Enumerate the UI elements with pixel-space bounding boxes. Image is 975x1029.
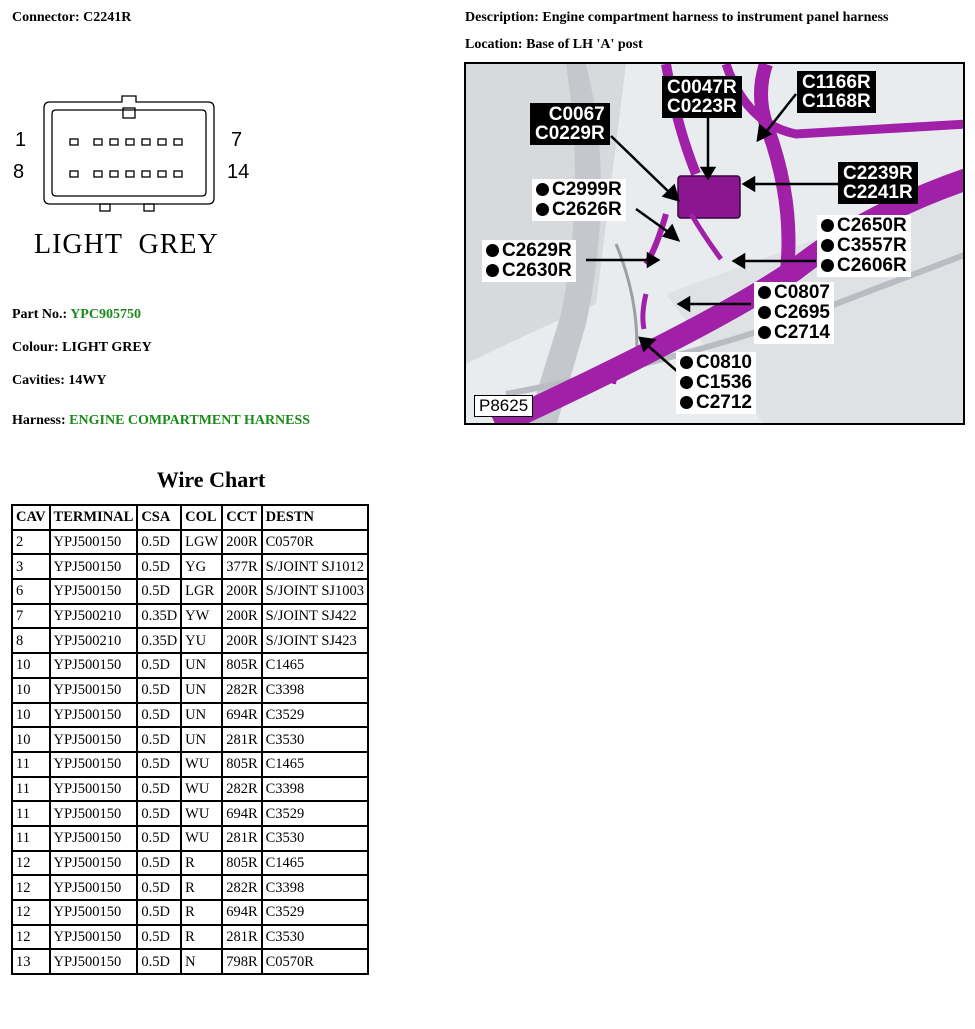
cell-cct: 805R	[223, 852, 262, 877]
table-row	[13, 531, 369, 556]
cell-cct: 282R	[223, 876, 262, 901]
tag-c0807: C0807	[774, 282, 830, 303]
tag-c2629r-c2630r	[482, 240, 576, 282]
cell-cct: 200R	[223, 629, 262, 654]
cell-cav: 12	[13, 901, 51, 926]
cell-destn: C3398	[263, 778, 369, 803]
cell-cav: 12	[13, 926, 51, 951]
header-cct: CCT	[223, 506, 262, 531]
tag-c2712: C2712	[696, 392, 752, 413]
bullet-icon	[758, 286, 771, 299]
tag-c1536: C1536	[696, 372, 752, 393]
wire-chart-title: Wire Chart	[156, 467, 266, 492]
tag-c0810-c1536-c2712	[676, 352, 756, 414]
cell-cct: 282R	[223, 679, 262, 704]
bullet-icon	[758, 306, 771, 319]
pin-label-14: 14	[227, 161, 250, 183]
cell-cav: 12	[13, 852, 51, 877]
cell-col: WU	[182, 778, 223, 803]
cell-cav: 8	[13, 629, 51, 654]
tag-c0810: C0810	[696, 352, 752, 373]
cell-terminal: YPJ500150	[51, 901, 139, 926]
cell-destn: S/JOINT SJ1003	[263, 580, 369, 605]
cell-terminal: YPJ500150	[51, 802, 139, 827]
pin-label-8: 8	[13, 161, 25, 183]
cell-cct: 281R	[223, 728, 262, 753]
cell-cct: 805R	[223, 753, 262, 778]
cell-csa: 0.5D	[138, 580, 182, 605]
table-row	[13, 753, 369, 778]
table-row	[13, 704, 369, 729]
table-row	[13, 852, 369, 877]
tag-c1166r: C1166R	[802, 72, 871, 93]
cell-cct: 798R	[223, 950, 262, 975]
cell-col: LGR	[182, 580, 223, 605]
colour-line	[12, 340, 152, 356]
bullet-icon	[536, 203, 549, 216]
cell-col: UN	[182, 704, 223, 729]
cell-col: WU	[182, 827, 223, 852]
harness-link[interactable]: ENGINE COMPARTMENT HARNESS	[69, 413, 311, 428]
cell-cav: 10	[13, 704, 51, 729]
connector-line	[12, 10, 131, 26]
table-row	[13, 901, 369, 926]
table-row	[13, 926, 369, 951]
harness-location-photo	[464, 62, 965, 425]
bullet-icon	[486, 244, 499, 257]
tag-c3557r: C3557R	[837, 235, 907, 256]
wire-chart-table	[11, 504, 369, 975]
tag-c0067-c0229r	[530, 103, 610, 145]
cell-destn: C1465	[263, 753, 369, 778]
cell-destn: S/JOINT SJ1012	[263, 555, 369, 580]
cell-csa: 0.5D	[138, 704, 182, 729]
tag-c1168r: C1168R	[802, 91, 871, 112]
colour-value: LIGHT GREY	[62, 340, 152, 355]
connector-face-diagram	[40, 94, 220, 214]
bullet-icon	[680, 376, 693, 389]
cell-csa: 0.5D	[138, 950, 182, 975]
tag-c0047r-c0223r	[662, 76, 742, 118]
cell-cav: 11	[13, 802, 51, 827]
cell-destn: C3529	[263, 802, 369, 827]
cell-destn: C3529	[263, 704, 369, 729]
cell-terminal: YPJ500150	[51, 728, 139, 753]
cell-destn: C3398	[263, 876, 369, 901]
part-no-line	[12, 307, 141, 323]
table-row	[13, 876, 369, 901]
cell-terminal: YPJ500150	[51, 704, 139, 729]
part-no-label: Part No.:	[12, 307, 68, 322]
description-label: Description:	[465, 10, 539, 25]
cell-destn: C0570R	[263, 531, 369, 556]
cell-col: YU	[182, 629, 223, 654]
description-value: Engine compartment harness to instrument panel harness	[542, 10, 889, 25]
cell-col: UN	[182, 728, 223, 753]
cell-cct: 282R	[223, 778, 262, 803]
cell-cav: 12	[13, 876, 51, 901]
bullet-icon	[758, 326, 771, 339]
table-row	[13, 679, 369, 704]
cell-destn: C3530	[263, 926, 369, 951]
table-row	[13, 950, 369, 975]
cell-cav: 13	[13, 950, 51, 975]
cell-terminal: YPJ500210	[51, 605, 139, 630]
tag-c0067: C0067	[548, 104, 605, 125]
cell-destn: C0570R	[263, 950, 369, 975]
table-row	[13, 728, 369, 753]
tag-c2630r: C2630R	[502, 260, 572, 281]
connector-value: C2241R	[83, 10, 132, 25]
wire-chart-header-row	[13, 506, 369, 531]
cell-csa: 0.5D	[138, 679, 182, 704]
cell-col: R	[182, 901, 223, 926]
table-row	[13, 629, 369, 654]
cell-cav: 6	[13, 580, 51, 605]
cell-csa: 0.5D	[138, 802, 182, 827]
tag-c2606r: C2606R	[837, 255, 907, 276]
cell-csa: 0.5D	[138, 753, 182, 778]
cell-col: YG	[182, 555, 223, 580]
cell-cav: 7	[13, 605, 51, 630]
part-no-link[interactable]: YPC905750	[70, 307, 141, 322]
table-row	[13, 778, 369, 803]
bullet-icon	[486, 264, 499, 277]
cell-cct: 200R	[223, 531, 262, 556]
cell-cct: 694R	[223, 704, 262, 729]
cell-terminal: YPJ500150	[51, 852, 139, 877]
location-label: Location:	[465, 37, 523, 52]
cell-csa: 0.5D	[138, 852, 182, 877]
table-row	[13, 654, 369, 679]
cell-cav: 10	[13, 679, 51, 704]
cell-csa: 0.35D	[138, 605, 182, 630]
cell-cct: 694R	[223, 901, 262, 926]
tag-c2695: C2695	[774, 302, 830, 323]
location-value: Base of LH 'A' post	[526, 37, 643, 52]
cell-col: WU	[182, 753, 223, 778]
cell-cct: 281R	[223, 827, 262, 852]
cell-csa: 0.5D	[138, 555, 182, 580]
cell-cct: 281R	[223, 926, 262, 951]
cell-col: UN	[182, 654, 223, 679]
cell-destn: S/JOINT SJ423	[263, 629, 369, 654]
cell-col: N	[182, 950, 223, 975]
cell-terminal: YPJ500210	[51, 629, 139, 654]
tag-c2999r: C2999R	[552, 179, 622, 200]
cavities-label: Cavities:	[12, 373, 65, 388]
tag-c2629r: C2629R	[502, 240, 572, 261]
table-row	[13, 555, 369, 580]
header-cav: CAV	[13, 506, 51, 531]
header-destn: DESTN	[263, 506, 369, 531]
cell-terminal: YPJ500150	[51, 555, 139, 580]
tag-c0807-c2695-c2714	[754, 282, 834, 344]
cell-cav: 11	[13, 778, 51, 803]
colour-label: Colour:	[12, 340, 59, 355]
cell-col: YW	[182, 605, 223, 630]
bullet-icon	[821, 239, 834, 252]
tag-c1166r-c1168r	[797, 71, 876, 113]
cell-cct: 200R	[223, 580, 262, 605]
cell-destn: C3530	[263, 827, 369, 852]
table-row	[13, 802, 369, 827]
cell-col: R	[182, 852, 223, 877]
bullet-icon	[680, 356, 693, 369]
tag-c0223r: C0223R	[667, 96, 737, 117]
cell-cav: 10	[13, 654, 51, 679]
cell-csa: 0.5D	[138, 778, 182, 803]
bullet-icon	[680, 396, 693, 409]
cell-cct: 805R	[223, 654, 262, 679]
table-row	[13, 605, 369, 630]
photo-reference: P8625	[474, 395, 533, 417]
cell-csa: 0.5D	[138, 827, 182, 852]
tag-c2626r: C2626R	[552, 199, 622, 220]
tag-c2239r: C2239R	[843, 163, 913, 184]
cell-cct: 200R	[223, 605, 262, 630]
cell-csa: 0.5D	[138, 654, 182, 679]
location-line	[465, 37, 643, 53]
tag-c2999r-c2626r	[532, 179, 626, 221]
connector-colour-caption: LIGHT GREY	[34, 229, 219, 260]
harness-label: Harness:	[12, 413, 66, 428]
tag-c2714: C2714	[774, 322, 830, 343]
cell-cav: 3	[13, 555, 51, 580]
harness-line	[12, 413, 310, 429]
cell-destn: C3529	[263, 901, 369, 926]
cell-terminal: YPJ500150	[51, 753, 139, 778]
cell-cav: 10	[13, 728, 51, 753]
cell-terminal: YPJ500150	[51, 679, 139, 704]
tag-c0047r: C0047R	[667, 77, 737, 98]
bullet-icon	[821, 259, 834, 272]
cell-cct: 377R	[223, 555, 262, 580]
cell-csa: 0.5D	[138, 876, 182, 901]
cell-destn: C1465	[263, 654, 369, 679]
cell-destn: C3398	[263, 679, 369, 704]
cell-col: WU	[182, 802, 223, 827]
cell-csa: 0.5D	[138, 531, 182, 556]
cell-col: UN	[182, 679, 223, 704]
cell-cav: 11	[13, 827, 51, 852]
tag-c2239r-c2241r	[838, 162, 918, 204]
cell-col: LGW	[182, 531, 223, 556]
cell-terminal: YPJ500150	[51, 926, 139, 951]
cell-destn: S/JOINT SJ422	[263, 605, 369, 630]
bullet-icon	[536, 183, 549, 196]
cell-cav: 2	[13, 531, 51, 556]
cell-col: R	[182, 926, 223, 951]
connector-label: Connector:	[12, 10, 80, 25]
cell-terminal: YPJ500150	[51, 531, 139, 556]
tag-c2650r: C2650R	[837, 215, 907, 236]
pin-label-7: 7	[231, 129, 243, 151]
cavities-line	[12, 373, 107, 389]
wire-chart-body	[13, 531, 369, 975]
cavities-value: 14WY	[68, 373, 107, 388]
pin-label-1: 1	[15, 129, 27, 151]
header-col: COL	[182, 506, 223, 531]
cell-terminal: YPJ500150	[51, 827, 139, 852]
header-csa: CSA	[138, 506, 182, 531]
cell-terminal: YPJ500150	[51, 876, 139, 901]
cell-destn: C1465	[263, 852, 369, 877]
tag-c2241r: C2241R	[843, 182, 913, 203]
table-row	[13, 580, 369, 605]
cell-terminal: YPJ500150	[51, 950, 139, 975]
cell-destn: C3530	[263, 728, 369, 753]
cell-cav: 11	[13, 753, 51, 778]
tag-c0229r: C0229R	[535, 123, 605, 144]
cell-csa: 0.5D	[138, 728, 182, 753]
cell-terminal: YPJ500150	[51, 778, 139, 803]
cell-csa: 0.35D	[138, 629, 182, 654]
cell-cct: 694R	[223, 802, 262, 827]
header-terminal: TERMINAL	[51, 506, 139, 531]
cell-csa: 0.5D	[138, 926, 182, 951]
cell-csa: 0.5D	[138, 901, 182, 926]
cell-terminal: YPJ500150	[51, 654, 139, 679]
cell-col: R	[182, 876, 223, 901]
tag-c2650r-c3557r-c2606r	[817, 215, 911, 277]
bullet-icon	[821, 219, 834, 232]
description-line	[465, 10, 889, 26]
cell-terminal: YPJ500150	[51, 580, 139, 605]
table-row	[13, 827, 369, 852]
